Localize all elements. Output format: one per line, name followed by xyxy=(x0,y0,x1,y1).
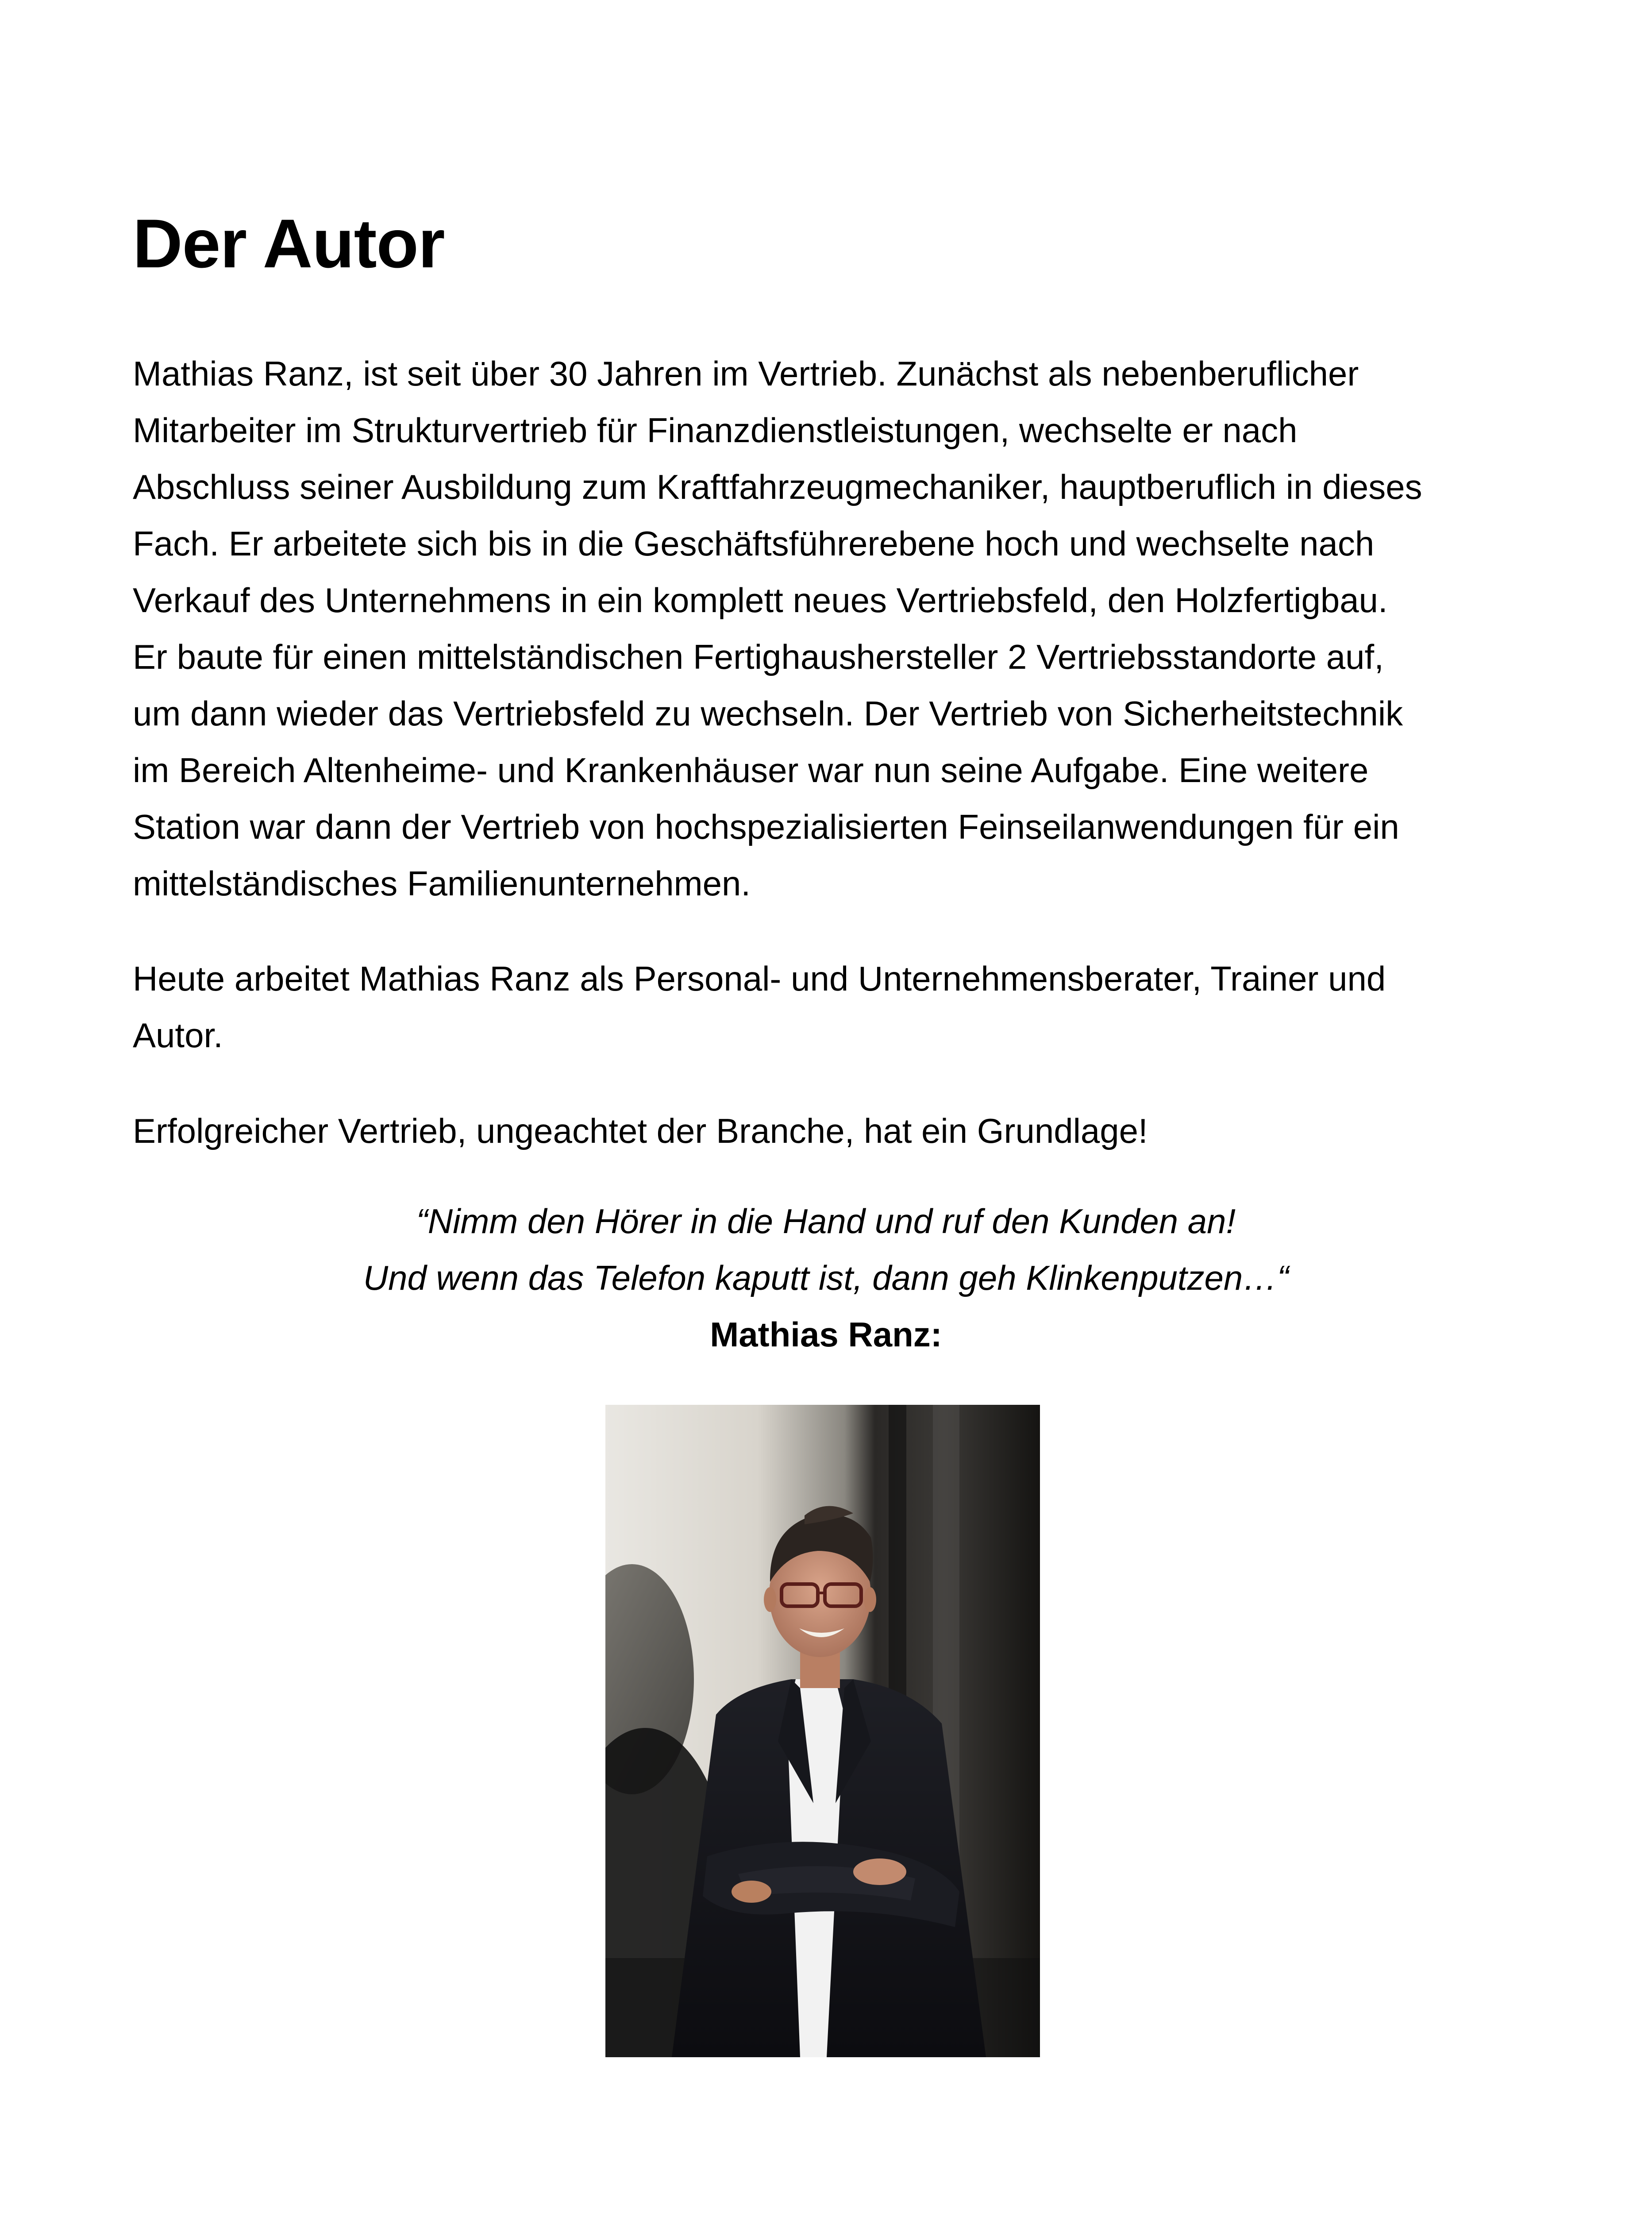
text-line: Fach. Er arbeitete sich bis in die Geschäftsführerebene hoch und wechselte nach xyxy=(133,524,1375,563)
text-line: um dann wieder das Vertriebsfeld zu wechseln. Der Vertrieb von Sicherheitstechnik xyxy=(133,694,1403,733)
text-line: Er baute für einen mittelständischen Fertighaushersteller 2 Vertriebsstandorte auf, xyxy=(133,637,1384,676)
quote-line-2: Und wenn das Telefon kaputt ist, dann geh Klinkenputzen…“ xyxy=(363,1258,1289,1297)
text-line: mittelständisches Familienunternehmen. xyxy=(133,864,751,903)
text-line: Mathias Ranz, ist seit über 30 Jahren im Vertrieb. Zunächst als nebenberuflicher xyxy=(133,354,1359,393)
text-line: Abschluss seiner Ausbildung zum Kraftfahrzeugmechaniker, hauptberuflich in dieses xyxy=(133,467,1422,506)
quote-line-1: “Nimm den Hörer in die Hand und ruf den Kunden an! xyxy=(416,1202,1236,1241)
text-line: Autor. xyxy=(133,1016,223,1055)
portrait-illustration xyxy=(605,1405,1040,2057)
statement-paragraph: Erfolgreicher Vertrieb, ungeachtet der Branche, hat ein Grundlage! xyxy=(133,1111,1148,1150)
author-quote xyxy=(0,1193,1652,1363)
author-photo xyxy=(605,1405,1040,2057)
text-line: Verkauf des Unternehmens in ein komplett neues Vertriebsfeld, den Holzfertigbau. xyxy=(133,581,1388,620)
quote-author: Mathias Ranz: xyxy=(710,1315,942,1354)
page-title: Der Autor xyxy=(133,205,445,282)
text-line: Station war dann der Vertrieb von hochspezialisierten Feinseilanwendungen für ein xyxy=(133,807,1399,846)
biography-paragraph xyxy=(133,345,1531,912)
text-line: im Bereich Altenheime- und Krankenhäuser war nun seine Aufgabe. Eine weitere xyxy=(133,751,1369,790)
current-role-paragraph xyxy=(133,950,1531,1064)
text-line: Heute arbeitet Mathias Ranz als Personal- und Unternehmensberater, Trainer und xyxy=(133,959,1386,998)
text-line: Mitarbeiter im Strukturvertrieb für Finanzdienstleistungen, wechselte er nach xyxy=(133,411,1298,450)
